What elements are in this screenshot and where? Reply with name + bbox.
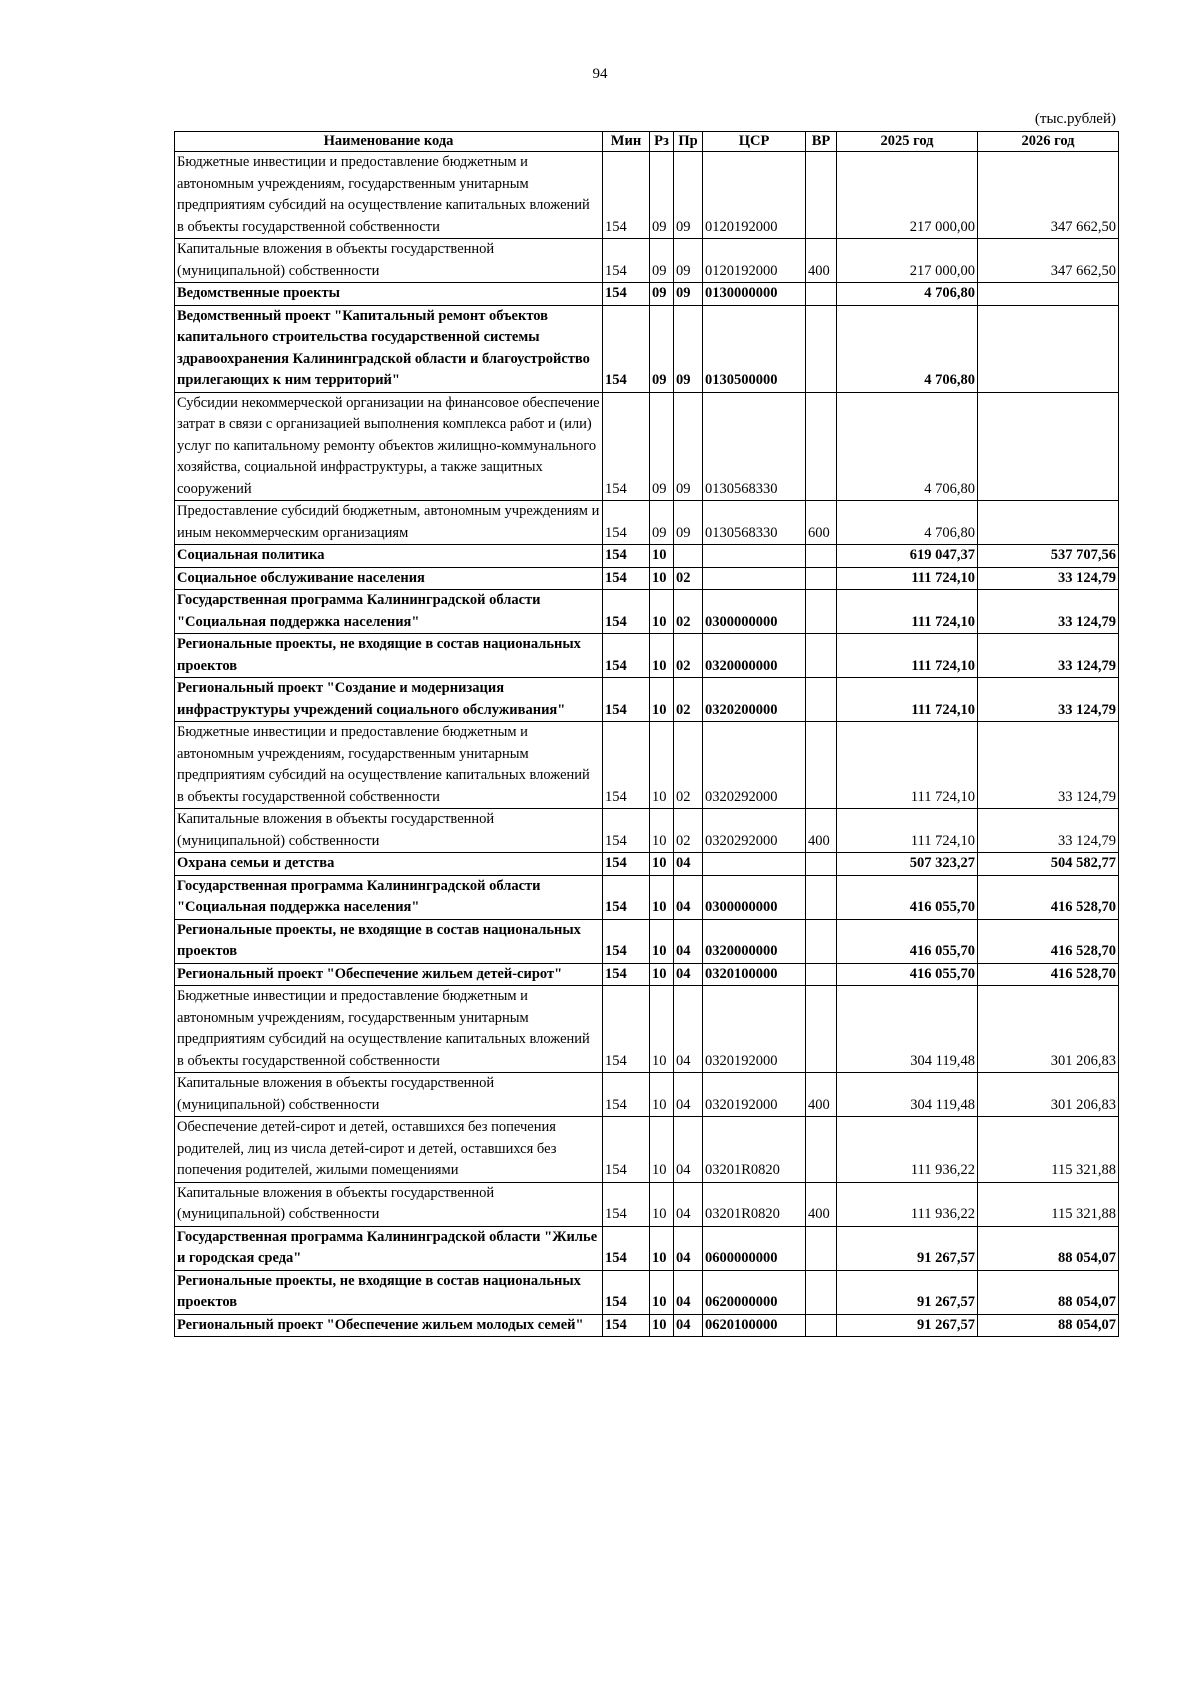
cell-csr: 0320100000 xyxy=(703,963,806,986)
cell-pr: 09 xyxy=(674,305,703,392)
cell-name: Ведомственные проекты xyxy=(175,283,603,306)
header-pr: Пр xyxy=(674,132,703,152)
table-row xyxy=(175,305,1119,392)
cell-2025: 111 724,10 xyxy=(837,678,978,722)
cell-vr xyxy=(806,392,837,501)
cell-csr: 0120192000 xyxy=(703,239,806,283)
cell-name: Региональные проекты, не входящие в состав национальных проектов xyxy=(175,1270,603,1314)
cell-2025: 111 724,10 xyxy=(837,634,978,678)
cell-csr: 0300000000 xyxy=(703,875,806,919)
cell-vr xyxy=(806,875,837,919)
table-row xyxy=(175,678,1119,722)
table-row xyxy=(175,1182,1119,1226)
cell-2025: 111 724,10 xyxy=(837,722,978,809)
cell-2025: 111 724,10 xyxy=(837,567,978,590)
cell-2026: 88 054,07 xyxy=(978,1314,1119,1337)
cell-2026: 33 124,79 xyxy=(978,809,1119,853)
cell-name: Предоставление субсидий бюджетным, автономным учреждениям и иным некоммерческим организациям xyxy=(175,501,603,545)
cell-2025: 416 055,70 xyxy=(837,963,978,986)
cell-vr: 400 xyxy=(806,1182,837,1226)
cell-csr: 0130568330 xyxy=(703,392,806,501)
cell-2026: 416 528,70 xyxy=(978,919,1119,963)
cell-pr: 04 xyxy=(674,919,703,963)
cell-min: 154 xyxy=(603,1270,650,1314)
cell-pr: 09 xyxy=(674,392,703,501)
table-row xyxy=(175,1314,1119,1337)
table-row xyxy=(175,392,1119,501)
cell-csr: 0120192000 xyxy=(703,152,806,239)
cell-min: 154 xyxy=(603,590,650,634)
cell-vr: 400 xyxy=(806,239,837,283)
cell-2026: 347 662,50 xyxy=(978,239,1119,283)
table-row xyxy=(175,722,1119,809)
table-row xyxy=(175,853,1119,876)
cell-csr: 0320000000 xyxy=(703,634,806,678)
cell-min: 154 xyxy=(603,392,650,501)
cell-csr: 0600000000 xyxy=(703,1226,806,1270)
header-min: Мин xyxy=(603,132,650,152)
cell-vr xyxy=(806,1117,837,1183)
cell-pr: 09 xyxy=(674,283,703,306)
cell-2025: 91 267,57 xyxy=(837,1270,978,1314)
table-row xyxy=(175,809,1119,853)
table-row xyxy=(175,1117,1119,1183)
budget-table xyxy=(174,131,1119,1337)
cell-min: 154 xyxy=(603,152,650,239)
cell-min: 154 xyxy=(603,567,650,590)
cell-vr: 400 xyxy=(806,809,837,853)
cell-2025: 91 267,57 xyxy=(837,1226,978,1270)
cell-name: Государственная программа Калининградской области "Социальная поддержка населения" xyxy=(175,875,603,919)
cell-2025: 416 055,70 xyxy=(837,919,978,963)
cell-min: 154 xyxy=(603,875,650,919)
cell-pr: 04 xyxy=(674,1226,703,1270)
cell-2025: 217 000,00 xyxy=(837,152,978,239)
cell-pr: 04 xyxy=(674,1270,703,1314)
cell-pr: 02 xyxy=(674,809,703,853)
cell-pr: 04 xyxy=(674,1182,703,1226)
cell-pr: 02 xyxy=(674,590,703,634)
cell-vr xyxy=(806,722,837,809)
cell-rz: 10 xyxy=(650,1117,674,1183)
cell-min: 154 xyxy=(603,722,650,809)
cell-2026 xyxy=(978,501,1119,545)
cell-csr: 0320200000 xyxy=(703,678,806,722)
cell-pr: 04 xyxy=(674,1117,703,1183)
cell-name: Охрана семьи и детства xyxy=(175,853,603,876)
cell-name: Региональный проект "Обеспечение жильем детей-сирот" xyxy=(175,963,603,986)
cell-min: 154 xyxy=(603,501,650,545)
cell-2025: 111 724,10 xyxy=(837,590,978,634)
table-header-row xyxy=(175,132,1119,152)
cell-rz: 10 xyxy=(650,853,674,876)
cell-pr: 04 xyxy=(674,963,703,986)
cell-rz: 10 xyxy=(650,809,674,853)
cell-2026: 33 124,79 xyxy=(978,678,1119,722)
cell-csr: 0620000000 xyxy=(703,1270,806,1314)
cell-pr: 02 xyxy=(674,567,703,590)
cell-2026: 88 054,07 xyxy=(978,1270,1119,1314)
cell-min: 154 xyxy=(603,986,650,1073)
table-row xyxy=(175,501,1119,545)
cell-pr xyxy=(674,545,703,568)
table-row xyxy=(175,590,1119,634)
cell-name: Региональные проекты, не входящие в состав национальных проектов xyxy=(175,919,603,963)
cell-2026: 33 124,79 xyxy=(978,567,1119,590)
cell-name: Региональный проект "Обеспечение жильем молодых семей" xyxy=(175,1314,603,1337)
cell-csr: 0320292000 xyxy=(703,722,806,809)
cell-csr xyxy=(703,545,806,568)
cell-csr: 0320192000 xyxy=(703,1073,806,1117)
cell-vr xyxy=(806,1270,837,1314)
cell-rz: 10 xyxy=(650,567,674,590)
cell-min: 154 xyxy=(603,1226,650,1270)
cell-vr xyxy=(806,305,837,392)
table-row xyxy=(175,1073,1119,1117)
cell-pr: 09 xyxy=(674,152,703,239)
cell-2025: 619 047,37 xyxy=(837,545,978,568)
cell-min: 154 xyxy=(603,283,650,306)
cell-2026 xyxy=(978,283,1119,306)
cell-pr: 04 xyxy=(674,853,703,876)
cell-name: Ведомственный проект "Капитальный ремонт объектов капитального строительства государственной системы здравоохранения Калининградской области и благоустройство прилегающих к ним территорий" xyxy=(175,305,603,392)
cell-name: Бюджетные инвестиции и предоставление бюджетным и автономным учреждениям, государственным унитарным предприятиям субсидий на осуществление капитальных вложений в объекты государственной собственности xyxy=(175,722,603,809)
cell-2025: 4 706,80 xyxy=(837,283,978,306)
cell-rz: 10 xyxy=(650,545,674,568)
cell-csr: 0620100000 xyxy=(703,1314,806,1337)
cell-2026: 347 662,50 xyxy=(978,152,1119,239)
cell-vr xyxy=(806,590,837,634)
cell-min: 154 xyxy=(603,678,650,722)
cell-2026: 504 582,77 xyxy=(978,853,1119,876)
cell-pr: 04 xyxy=(674,986,703,1073)
cell-rz: 10 xyxy=(650,1314,674,1337)
cell-vr: 600 xyxy=(806,501,837,545)
cell-rz: 10 xyxy=(650,1073,674,1117)
cell-min: 154 xyxy=(603,1073,650,1117)
header-2025: 2025 год xyxy=(837,132,978,152)
table-row xyxy=(175,283,1119,306)
cell-rz: 10 xyxy=(650,1182,674,1226)
cell-2026 xyxy=(978,305,1119,392)
cell-vr xyxy=(806,567,837,590)
cell-pr: 02 xyxy=(674,678,703,722)
cell-vr xyxy=(806,152,837,239)
cell-min: 154 xyxy=(603,634,650,678)
cell-rz: 10 xyxy=(650,919,674,963)
cell-2026: 416 528,70 xyxy=(978,963,1119,986)
cell-rz: 09 xyxy=(650,239,674,283)
cell-vr xyxy=(806,1226,837,1270)
cell-csr: 0130568330 xyxy=(703,501,806,545)
cell-2026 xyxy=(978,392,1119,501)
header-2026: 2026 год xyxy=(978,132,1119,152)
header-vr: ВР xyxy=(806,132,837,152)
cell-csr: 0320192000 xyxy=(703,986,806,1073)
cell-csr xyxy=(703,567,806,590)
cell-name: Государственная программа Калининградской области "Жилье и городская среда" xyxy=(175,1226,603,1270)
header-name: Наименование кода xyxy=(175,132,603,152)
cell-name: Обеспечение детей-сирот и детей, оставшихся без попечения родителей, лиц из числа детей-сирот и детей, оставшихся без попечения родителей, жилыми помещениями xyxy=(175,1117,603,1183)
cell-2026: 537 707,56 xyxy=(978,545,1119,568)
cell-2025: 111 936,22 xyxy=(837,1117,978,1183)
cell-rz: 09 xyxy=(650,305,674,392)
cell-name: Социальная политика xyxy=(175,545,603,568)
table-row xyxy=(175,963,1119,986)
cell-pr: 02 xyxy=(674,634,703,678)
cell-name: Социальное обслуживание населения xyxy=(175,567,603,590)
cell-min: 154 xyxy=(603,853,650,876)
cell-2026: 416 528,70 xyxy=(978,875,1119,919)
cell-csr: 0130500000 xyxy=(703,305,806,392)
cell-2025: 111 936,22 xyxy=(837,1182,978,1226)
table-row xyxy=(175,1226,1119,1270)
cell-2025: 111 724,10 xyxy=(837,809,978,853)
cell-csr xyxy=(703,853,806,876)
cell-pr: 04 xyxy=(674,1073,703,1117)
cell-2026: 88 054,07 xyxy=(978,1226,1119,1270)
cell-2025: 4 706,80 xyxy=(837,501,978,545)
table-body xyxy=(175,152,1119,1337)
cell-vr xyxy=(806,986,837,1073)
cell-rz: 09 xyxy=(650,152,674,239)
cell-2025: 416 055,70 xyxy=(837,875,978,919)
cell-2026: 115 321,88 xyxy=(978,1117,1119,1183)
cell-vr xyxy=(806,853,837,876)
cell-name: Региональный проект "Создание и модернизация инфраструктуры учреждений социального обслуживания" xyxy=(175,678,603,722)
table-row xyxy=(175,634,1119,678)
cell-rz: 10 xyxy=(650,590,674,634)
cell-csr: 0300000000 xyxy=(703,590,806,634)
cell-csr: 03201R0820 xyxy=(703,1182,806,1226)
cell-rz: 10 xyxy=(650,722,674,809)
cell-name: Бюджетные инвестиции и предоставление бюджетным и автономным учреждениям, государственным унитарным предприятиям субсидий на осуществление капитальных вложений в объекты государственной собственности xyxy=(175,152,603,239)
cell-name: Капитальные вложения в объекты государственной (муниципальной) собственности xyxy=(175,239,603,283)
cell-name: Государственная программа Калининградской области "Социальная поддержка населения" xyxy=(175,590,603,634)
cell-min: 154 xyxy=(603,809,650,853)
cell-vr xyxy=(806,545,837,568)
cell-rz: 10 xyxy=(650,875,674,919)
cell-rz: 10 xyxy=(650,678,674,722)
cell-2025: 4 706,80 xyxy=(837,392,978,501)
cell-vr xyxy=(806,919,837,963)
cell-rz: 10 xyxy=(650,986,674,1073)
table-row xyxy=(175,986,1119,1073)
cell-pr: 04 xyxy=(674,875,703,919)
cell-rz: 10 xyxy=(650,634,674,678)
cell-min: 154 xyxy=(603,1182,650,1226)
cell-pr: 09 xyxy=(674,501,703,545)
cell-pr: 02 xyxy=(674,722,703,809)
cell-name: Региональные проекты, не входящие в состав национальных проектов xyxy=(175,634,603,678)
cell-vr: 400 xyxy=(806,1073,837,1117)
table-row xyxy=(175,567,1119,590)
cell-vr xyxy=(806,678,837,722)
table-row xyxy=(175,875,1119,919)
cell-rz: 10 xyxy=(650,1270,674,1314)
cell-vr xyxy=(806,283,837,306)
cell-rz: 09 xyxy=(650,392,674,501)
table-row xyxy=(175,239,1119,283)
cell-2026: 33 124,79 xyxy=(978,722,1119,809)
cell-vr xyxy=(806,634,837,678)
cell-csr: 03201R0820 xyxy=(703,1117,806,1183)
cell-rz: 09 xyxy=(650,283,674,306)
cell-rz: 10 xyxy=(650,963,674,986)
cell-pr: 09 xyxy=(674,239,703,283)
cell-min: 154 xyxy=(603,239,650,283)
cell-pr: 04 xyxy=(674,1314,703,1337)
cell-min: 154 xyxy=(603,1117,650,1183)
cell-2025: 91 267,57 xyxy=(837,1314,978,1337)
cell-name: Капитальные вложения в объекты государственной (муниципальной) собственности xyxy=(175,1182,603,1226)
header-csr: ЦСР xyxy=(703,132,806,152)
cell-2025: 507 323,27 xyxy=(837,853,978,876)
cell-csr: 0320000000 xyxy=(703,919,806,963)
cell-name: Капитальные вложения в объекты государственной (муниципальной) собственности xyxy=(175,1073,603,1117)
cell-vr xyxy=(806,963,837,986)
table-row xyxy=(175,919,1119,963)
page-number: 94 xyxy=(592,66,608,82)
cell-name: Капитальные вложения в объекты государственной (муниципальной) собственности xyxy=(175,809,603,853)
cell-2026: 33 124,79 xyxy=(978,590,1119,634)
cell-csr: 0320292000 xyxy=(703,809,806,853)
cell-2026: 115 321,88 xyxy=(978,1182,1119,1226)
cell-min: 154 xyxy=(603,919,650,963)
cell-2026: 301 206,83 xyxy=(978,1073,1119,1117)
cell-rz: 09 xyxy=(650,501,674,545)
cell-vr xyxy=(806,1314,837,1337)
cell-min: 154 xyxy=(603,305,650,392)
cell-2026: 33 124,79 xyxy=(978,634,1119,678)
cell-2025: 4 706,80 xyxy=(837,305,978,392)
cell-csr: 0130000000 xyxy=(703,283,806,306)
cell-2026: 301 206,83 xyxy=(978,986,1119,1073)
units-label: (тыс.рублей) xyxy=(1034,111,1116,127)
cell-name: Бюджетные инвестиции и предоставление бюджетным и автономным учреждениям, государственным унитарным предприятиям субсидий на осуществление капитальных вложений в объекты государственной собственности xyxy=(175,986,603,1073)
cell-rz: 10 xyxy=(650,1226,674,1270)
table-row xyxy=(175,545,1119,568)
cell-min: 154 xyxy=(603,1314,650,1337)
table-row xyxy=(175,1270,1119,1314)
header-rz: Рз xyxy=(650,132,674,152)
table-row xyxy=(175,152,1119,239)
cell-2025: 304 119,48 xyxy=(837,1073,978,1117)
cell-min: 154 xyxy=(603,963,650,986)
cell-min: 154 xyxy=(603,545,650,568)
cell-name: Субсидии некоммерческой организации на финансовое обеспечение затрат в связи с организацией выполнения комплекса работ и (или) услуг по капитальному ремонту объектов жилищно-коммунального хозяйства, социальной инфраструктуры, а также защитных сооружений xyxy=(175,392,603,501)
cell-2025: 304 119,48 xyxy=(837,986,978,1073)
cell-2025: 217 000,00 xyxy=(837,239,978,283)
